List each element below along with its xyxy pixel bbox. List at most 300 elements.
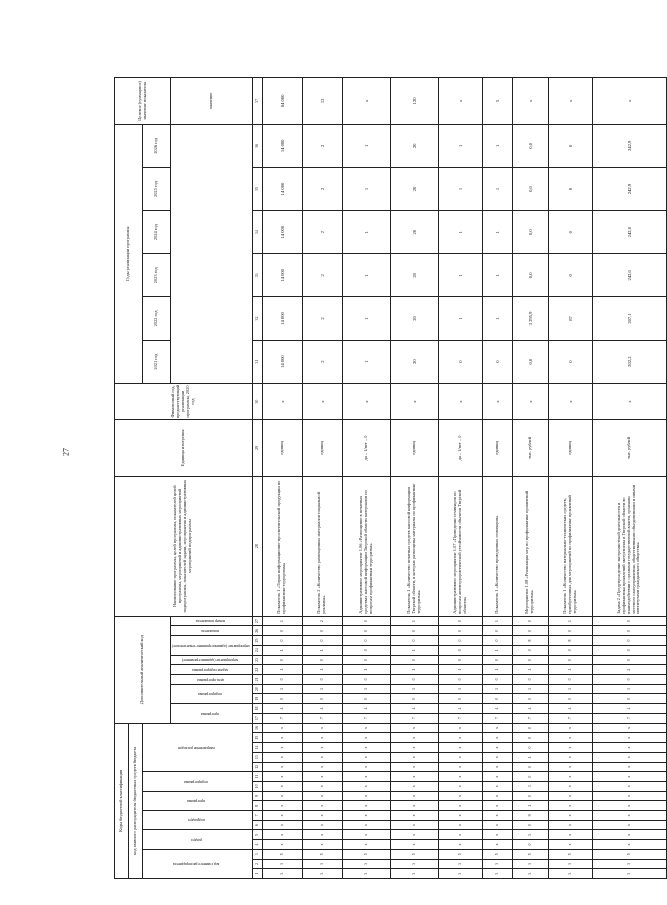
code-cell: 8 <box>512 636 548 646</box>
page-number: 27 <box>61 448 71 456</box>
code-cell: 1 <box>512 801 548 811</box>
row-year-value: 1 <box>342 211 390 254</box>
code-cell: 1 <box>482 645 512 655</box>
code-cell: 1 <box>262 684 302 694</box>
row-year-value: 2 <box>302 340 342 383</box>
row-year-value: 2 <box>302 124 342 167</box>
table-row <box>438 78 482 879</box>
code-cell: x <box>548 762 592 772</box>
code-cell: 0 <box>548 694 592 704</box>
row-year-value: 14 000 <box>262 124 302 167</box>
code-cell: 0 <box>592 655 666 665</box>
code-cell: 0 <box>302 694 342 704</box>
row-year-value: 0 <box>438 340 482 383</box>
header-target-sub: значение <box>171 78 253 125</box>
column-number-cell: 17 <box>252 713 262 723</box>
code-cell: x <box>302 801 342 811</box>
row-fin-year: х <box>302 383 342 420</box>
row-year-value: 20 <box>390 211 438 254</box>
code-cell: 0 <box>592 675 666 685</box>
code-cell: 3 <box>262 859 302 869</box>
code-cell: x <box>548 801 592 811</box>
code-cell: 0 <box>262 655 302 665</box>
column-number-cell: 25 <box>252 636 262 646</box>
code-cell: x <box>262 733 302 743</box>
code-cell: 5 <box>438 849 482 859</box>
column-number-cell: 26 <box>252 626 262 636</box>
code-cell: 1 <box>390 665 438 675</box>
row-year-value: 2 <box>302 254 342 297</box>
code-cell: 7 <box>342 713 390 723</box>
code-cell: 0 <box>512 694 548 704</box>
column-number-cell: 30 <box>252 383 262 420</box>
code-cell: x <box>390 743 438 753</box>
header-unit: Единица измерения <box>115 420 253 476</box>
code-cell: 0 <box>438 675 482 685</box>
row-year-value: 1 <box>482 167 512 210</box>
code-cell: 0 <box>342 616 390 626</box>
table-row <box>342 78 390 879</box>
row-year-value: 20 <box>390 297 438 340</box>
code-cell: x <box>482 840 512 850</box>
header-years: Годы реализации программы <box>115 124 143 383</box>
column-number-cell: 19 <box>252 694 262 704</box>
code-cell: x <box>390 801 438 811</box>
code-cell: x <box>342 733 390 743</box>
column-number-cell: 14 <box>252 743 262 753</box>
code-cell: x <box>548 743 592 753</box>
code-cell: x <box>302 743 342 753</box>
row-name: Административное мероприятие 1.07 «Проведение семинаров по вопросам антитеррористической устойчивости объектов Тверской области» <box>438 476 482 616</box>
code-cell: x <box>438 811 482 821</box>
code-cell: x <box>302 791 342 801</box>
code-cell: 3 <box>438 869 482 879</box>
code-cell: x <box>548 791 592 801</box>
code-cell: 4 <box>512 704 548 714</box>
row-year-value: 1 <box>482 254 512 297</box>
code-cell: 4 <box>342 704 390 714</box>
header-name: Наименование программы, целей программы, показателей целей программы, мероприятий и административных мероприятий подпрограммы, показателей задачи, мероприятия и административных мероприятий подпрограммы <box>115 476 253 616</box>
row-year-value: 1 <box>342 124 390 167</box>
code-cell: x <box>342 830 390 840</box>
column-number-cell: 29 <box>252 420 262 476</box>
code-cell: x <box>482 801 512 811</box>
code-cell: 0 <box>482 675 512 685</box>
code-cell: 1 <box>302 645 342 655</box>
code-cell: 0 <box>548 626 592 636</box>
code-cell: 0 <box>302 655 342 665</box>
header-target: Целевое (суммарное) значение показателя <box>115 78 171 125</box>
code-cell: x <box>482 752 512 762</box>
code-cell: 1 <box>592 684 666 694</box>
code-cell: 3 <box>592 869 666 879</box>
code-cell: x <box>592 791 666 801</box>
header-years-cell: 2025 год <box>143 167 171 210</box>
code-cell: 3 <box>548 869 592 879</box>
code-cell: 0 <box>512 645 548 655</box>
code-cell: x <box>592 752 666 762</box>
code-cell: x <box>438 733 482 743</box>
code-cell: x <box>262 801 302 811</box>
table-row <box>548 78 592 879</box>
code-cell: x <box>390 781 438 791</box>
row-fin-year: х <box>592 383 666 420</box>
code-cell: x <box>592 733 666 743</box>
code-cell: x <box>302 752 342 762</box>
code-cell: 3 <box>438 859 482 869</box>
code-cell: 5 <box>512 849 548 859</box>
code-col-label: код главного распорядителя <box>173 862 220 867</box>
code-cell: 1 <box>512 684 548 694</box>
code-cell: x <box>390 840 438 850</box>
column-number-cell: 5 <box>252 830 262 840</box>
code-cell: 1 <box>342 665 390 675</box>
row-unit: да – 1/нет – 0 <box>342 420 390 476</box>
column-number-cell: 2 <box>252 859 262 869</box>
code-cell: 0 <box>592 645 666 655</box>
code-cell: x <box>342 820 390 830</box>
code-cell: 0 <box>512 626 548 636</box>
code-cell: x <box>342 840 390 850</box>
table-row <box>592 78 666 879</box>
code-col-label: направление расходов <box>178 745 215 750</box>
code-cell: 7 <box>262 713 302 723</box>
code-col-label: номер показателя <box>195 619 225 624</box>
code-cell: 8 <box>548 636 592 646</box>
document-sheet <box>114 77 641 879</box>
column-number-cell: 34 <box>252 211 262 254</box>
column-number-cell: 6 <box>252 820 262 830</box>
code-cell: 0 <box>342 636 390 646</box>
code-cell: x <box>390 752 438 762</box>
header-years-cell: 2024 год <box>143 211 171 254</box>
row-unit: тыс. рублей <box>592 420 666 476</box>
code-cell: 7 <box>482 713 512 723</box>
code-cell: 0 <box>342 675 390 685</box>
row-target: х <box>512 78 548 125</box>
column-number-cell: 33 <box>252 254 262 297</box>
code-cell: x <box>342 811 390 821</box>
code-cell: x <box>548 820 592 830</box>
code-cell: 0 <box>342 655 390 665</box>
code-cell: x <box>482 762 512 772</box>
code-cell: 0 <box>512 675 548 685</box>
code-cell: x <box>548 752 592 762</box>
code-cell: 0 <box>482 636 512 646</box>
code-cell: x <box>390 723 438 733</box>
row-year-value: 0 <box>548 254 592 297</box>
code-cell: 0 <box>548 675 592 685</box>
code-cell: 5 <box>302 849 342 859</box>
code-cell: 0 <box>592 694 666 704</box>
code-cell: x <box>482 791 512 801</box>
code-cell: 0 <box>262 626 302 636</box>
code-cell: x <box>390 811 438 821</box>
row-unit: да – 1/нет – 0 <box>438 420 482 476</box>
row-name: Задача 2 «Предупреждение экстремистской деятельности и профилактика проявлений экстремизма в Тверской области во взаимодействии с органами государственной власти, органами местного самоуправления, общественными объединениями и иными институтами гражданского общества» <box>592 476 666 616</box>
header-code-main <box>143 849 253 878</box>
code-cell: x <box>482 772 512 782</box>
code-cell: x <box>438 762 482 772</box>
code-cell: x <box>592 811 666 821</box>
code-cell: x <box>548 830 592 840</box>
code-cell: x <box>302 733 342 743</box>
code-cell: x <box>438 743 482 753</box>
code-cell: x <box>438 752 482 762</box>
code-cell: x <box>302 830 342 840</box>
table-row <box>482 78 512 879</box>
code-cell: x <box>548 733 592 743</box>
column-number-cell: 35 <box>252 167 262 210</box>
row-target: х <box>342 78 390 125</box>
code-cell: x <box>390 772 438 782</box>
code-cell: x <box>592 772 666 782</box>
code-cell: x <box>342 752 390 762</box>
code-cell: 1 <box>390 645 438 655</box>
code-cell: 5 <box>592 849 666 859</box>
code-cell: x <box>548 723 592 733</box>
row-year-value: 0 <box>482 340 512 383</box>
code-cell: x <box>390 820 438 830</box>
column-number-cell: 36 <box>252 124 262 167</box>
code-cell: 0 <box>390 675 438 685</box>
code-cell: 1 <box>548 665 592 675</box>
row-year-value: 2 <box>302 211 342 254</box>
header-years-cell: 2026 год <box>143 124 171 167</box>
row-year-value: 242,0 <box>592 254 666 297</box>
row-target: 120 <box>390 78 438 125</box>
code-cell: x <box>262 840 302 850</box>
code-cell: 5 <box>342 849 390 859</box>
code-col-label: подраздел <box>187 818 205 823</box>
code-cell: 1 <box>342 684 390 694</box>
code-cell: 2 <box>592 665 666 675</box>
row-year-value: 20 <box>390 340 438 383</box>
row-year-value: 0 <box>548 124 592 167</box>
table-row <box>302 78 342 879</box>
code-cell: 5 <box>262 849 302 859</box>
row-year-value: 1 <box>482 297 512 340</box>
code-cell: x <box>390 791 438 801</box>
code-cell: 3 <box>302 859 342 869</box>
header-years-cell: 2023 год <box>143 254 171 297</box>
row-year-value: 0 <box>548 211 592 254</box>
code-cell: 7 <box>512 713 548 723</box>
header-years-blank <box>171 124 253 383</box>
column-number-cell: 27 <box>252 616 262 626</box>
row-name: Мероприятие 1.08 «Реализация мер по профилактике проявлений терроризма» <box>512 476 548 616</box>
header-add-indicator-no <box>171 616 253 626</box>
code-cell: x <box>390 762 438 772</box>
row-year-value: 0 <box>548 340 592 383</box>
header-add-indicator <box>171 626 253 636</box>
code-cell: 1 <box>512 752 548 762</box>
program-indicators-table <box>114 77 667 879</box>
code-cell: 3 <box>592 859 666 869</box>
column-number-cell: 9 <box>252 791 262 801</box>
code-cell: 5 <box>548 849 592 859</box>
code-cell: x <box>262 830 302 840</box>
code-cell: 0 <box>438 645 482 655</box>
code-cell: 5 <box>390 849 438 859</box>
code-cell: 0 <box>482 626 512 636</box>
code-cell: x <box>342 723 390 733</box>
code-cell: 0 <box>342 645 390 655</box>
column-number-cell: 20 <box>252 684 262 694</box>
code-cell: x <box>482 811 512 821</box>
row-year-value: 1 <box>438 254 482 297</box>
column-number-cell: 3 <box>252 849 262 859</box>
row-year-value: 20 <box>390 254 438 297</box>
code-cell: 7 <box>592 713 666 723</box>
code-cell: x <box>342 781 390 791</box>
code-cell: 0 <box>592 626 666 636</box>
row-year-value: 3 295,9 <box>512 297 548 340</box>
header-add-program <box>171 704 253 723</box>
row-year-value: 242,0 <box>592 211 666 254</box>
row-fin-year: х <box>548 383 592 420</box>
code-cell: x <box>482 820 512 830</box>
column-number-cell: 12 <box>252 762 262 772</box>
code-cell: 0 <box>342 694 390 704</box>
code-cell: 0 <box>548 645 592 655</box>
code-cell: 0 <box>512 743 548 753</box>
code-cell: 0 <box>592 616 666 626</box>
code-cell: x <box>548 811 592 821</box>
header-budget-codes: Коды бюджетной классификации <box>115 723 129 878</box>
row-year-value: 20 <box>390 124 438 167</box>
code-cell: x <box>342 743 390 753</box>
column-number-cell: 18 <box>252 704 262 714</box>
column-number-cell: 8 <box>252 801 262 811</box>
header-code-section <box>143 830 253 849</box>
row-year-value: 1 <box>438 167 482 210</box>
code-cell: 0 <box>512 655 548 665</box>
row-unit: единиц <box>390 420 438 476</box>
code-cell: 0 <box>438 655 482 665</box>
code-cell: 1 <box>482 684 512 694</box>
table-row <box>262 78 302 879</box>
code-cell: 1 <box>262 616 302 626</box>
row-year-value: 0,0 <box>512 124 548 167</box>
header-years-cell: 2022 год <box>143 297 171 340</box>
code-cell: x <box>438 830 482 840</box>
code-cell: x <box>592 840 666 850</box>
row-year-value: 0,0 <box>512 167 548 210</box>
row-year-value: 14 000 <box>262 167 302 210</box>
code-cell: 1 <box>438 684 482 694</box>
code-cell: 7 <box>548 713 592 723</box>
code-col-label: раздел <box>190 837 202 842</box>
row-year-value: 14 000 <box>262 340 302 383</box>
column-number-cell: 11 <box>252 772 262 782</box>
code-cell: 3 <box>342 859 390 869</box>
code-cell: 3 <box>262 869 302 879</box>
header-add-goal <box>171 675 253 685</box>
code-cell: x <box>342 772 390 782</box>
row-target: х <box>438 78 482 125</box>
code-cell: 0 <box>438 616 482 626</box>
code-col-label: мероприятие (административное) <box>182 658 239 663</box>
code-cell: x <box>262 762 302 772</box>
code-col-label: программа <box>187 799 206 804</box>
code-cell: x <box>390 830 438 840</box>
column-number-cell: 31 <box>252 340 262 383</box>
header-code-direction <box>143 723 253 772</box>
code-col-label: показатель <box>201 629 220 634</box>
row-year-value: 242,9 <box>592 124 666 167</box>
code-cell: 0 <box>302 626 342 636</box>
code-cell: x <box>438 772 482 782</box>
code-cell: x <box>262 743 302 753</box>
column-number-cell: 4 <box>252 840 262 850</box>
code-cell: 0 <box>512 723 548 733</box>
row-year-value: 1 <box>438 297 482 340</box>
row-year-value: 1 <box>438 211 482 254</box>
header-add-subprogram <box>171 684 253 703</box>
code-col-label: мероприятие (административно-тематическое) <box>171 643 250 648</box>
code-cell: 3 <box>390 859 438 869</box>
code-cell: 0 <box>262 694 302 704</box>
code-cell: 0 <box>390 694 438 704</box>
code-col-label: подпрограмма <box>198 692 223 697</box>
code-cell: 1 <box>482 665 512 675</box>
code-cell: x <box>592 723 666 733</box>
row-year-value: 0,0 <box>512 340 548 383</box>
row-unit: единиц <box>302 420 342 476</box>
row-year-value: 1 <box>342 340 390 383</box>
code-cell: 0 <box>512 762 548 772</box>
code-cell: x <box>482 830 512 840</box>
row-name: Показатель 1 «Количество проведенных семинаров» <box>482 476 512 616</box>
code-cell: 0 <box>438 694 482 704</box>
code-cell: x <box>592 743 666 753</box>
column-number-cell: 7 <box>252 811 262 821</box>
code-cell: 0 <box>512 733 548 743</box>
code-cell: 3 <box>390 869 438 879</box>
code-cell: 1 <box>548 684 592 694</box>
code-cell: x <box>390 733 438 743</box>
code-cell: x <box>438 840 482 850</box>
row-unit: единиц <box>482 420 512 476</box>
rotated-table-container <box>114 77 641 879</box>
row-year-value: 0,0 <box>512 211 548 254</box>
code-cell: 5 <box>482 849 512 859</box>
row-year-value: 14 000 <box>262 297 302 340</box>
header-add-admin <box>171 636 253 655</box>
code-cell: 0 <box>512 616 548 626</box>
code-cell: x <box>262 811 302 821</box>
code-cell: 0 <box>438 626 482 636</box>
code-cell: 0 <box>302 675 342 685</box>
code-cell: x <box>302 840 342 850</box>
row-name: Административное мероприятие 1.06 «Размещение в печатных средствах массовой информации Тверской области материалов по вопросам профилактики терроризма» <box>342 476 390 616</box>
code-cell: 3 <box>512 781 548 791</box>
header-budget-code-sub: код главного распорядителя бюджетных средств бюджета <box>129 723 143 878</box>
code-cell: x <box>592 801 666 811</box>
code-cell: x <box>262 781 302 791</box>
code-cell: 0 <box>390 626 438 636</box>
code-cell: 7 <box>302 713 342 723</box>
row-year-value: 14 000 <box>262 211 302 254</box>
header-add-task <box>171 665 253 675</box>
code-cell: x <box>302 723 342 733</box>
row-fin-year: х <box>262 383 302 420</box>
code-cell: x <box>438 820 482 830</box>
code-col-label: задача подпрограммы <box>192 667 229 672</box>
row-year-value: 202,2 <box>592 340 666 383</box>
column-number-cell: 21 <box>252 675 262 685</box>
